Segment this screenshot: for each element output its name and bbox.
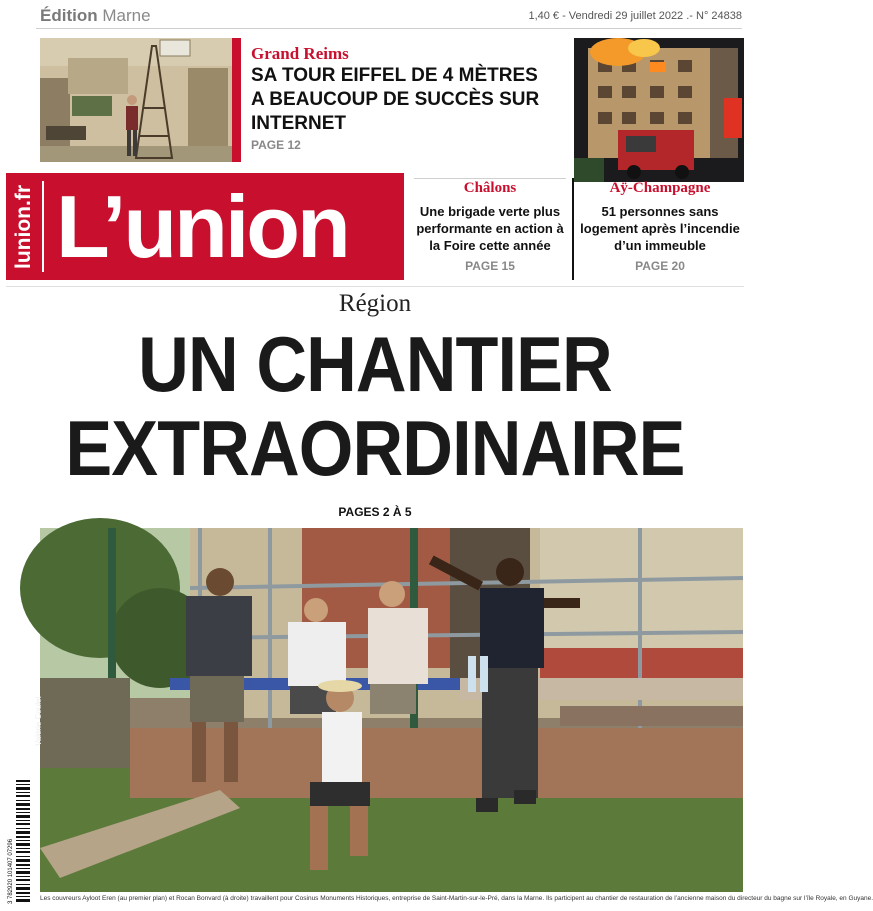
photo-credit-text: Valérie Coulet — [34, 696, 43, 746]
teaser-ay-page: PAGE 20 — [635, 259, 685, 273]
main-headline-line-1: UN CHANTIER — [138, 320, 612, 408]
photo-credit — [34, 686, 54, 746]
construction-team-photo[interactable] — [40, 528, 743, 892]
teaser-chalons-rule — [414, 178, 566, 179]
barcode-digits: 3 782920 101407 07296 — [8, 838, 14, 904]
teaser-chalons-kicker: Châlons — [463, 180, 517, 196]
edition-label — [40, 6, 151, 26]
teaser-ay-kicker: Aÿ-Champagne — [609, 180, 711, 196]
teaser-chalons-page: PAGE 15 — [465, 259, 515, 273]
logo-separator — [42, 181, 44, 272]
logo-wordmark: L’union — [56, 177, 348, 276]
logo-website-label: lunion.fr — [12, 184, 36, 269]
photo-caption: Les couvreurs Ayloot Eren (au premier plan) et Rocan Bonvard (à droite) travaillent pour Cosinus Monuments Historiques, entreprise de Saint-Martin-sur-le-Pré, dans la Marne. Ils participent au chantier de restauration de l’ancienne maison du directeur du bagne sur l’île Royale, en Guyane. — [40, 895, 873, 902]
teaser-grand-reims-kicker: Grand Reims — [251, 44, 349, 63]
eiffel-tower-photo[interactable] — [40, 38, 232, 162]
edition-name: Marne — [102, 6, 151, 25]
main-headline[interactable] — [65, 322, 686, 490]
teaser-ay-text[interactable]: 51 personnes sans logement après l’incendie d’un immeuble — [580, 204, 740, 253]
teaser-accent-bar — [232, 38, 241, 162]
masthead-divider — [6, 286, 744, 287]
main-headline-line-2: EXTRAORDINAIRE — [65, 404, 685, 492]
main-pages-ref: PAGES 2 À 5 — [338, 505, 412, 519]
issue-meta: 1,40 € - Vendredi 29 juillet 2022 .- N° 24838 — [528, 10, 742, 22]
teaser-vertical-divider — [572, 178, 574, 280]
building-fire-photo[interactable] — [574, 38, 744, 182]
teaser-grand-reims-page: PAGE 12 — [251, 138, 301, 152]
logo-website[interactable] — [6, 173, 42, 280]
edition-prefix: Édition — [40, 6, 98, 25]
teaser-chalons-text[interactable]: Une brigade verte plus performante en action à la Foire cette année — [416, 204, 564, 253]
teaser-grand-reims-headline[interactable]: SA TOUR EIFFEL DE 4 MÈTRES A BEAUCOUP DE SUCCÈS SUR INTERNET — [251, 65, 540, 134]
top-divider — [36, 28, 742, 29]
main-section-label: Région — [338, 290, 412, 317]
barcode — [6, 778, 32, 906]
